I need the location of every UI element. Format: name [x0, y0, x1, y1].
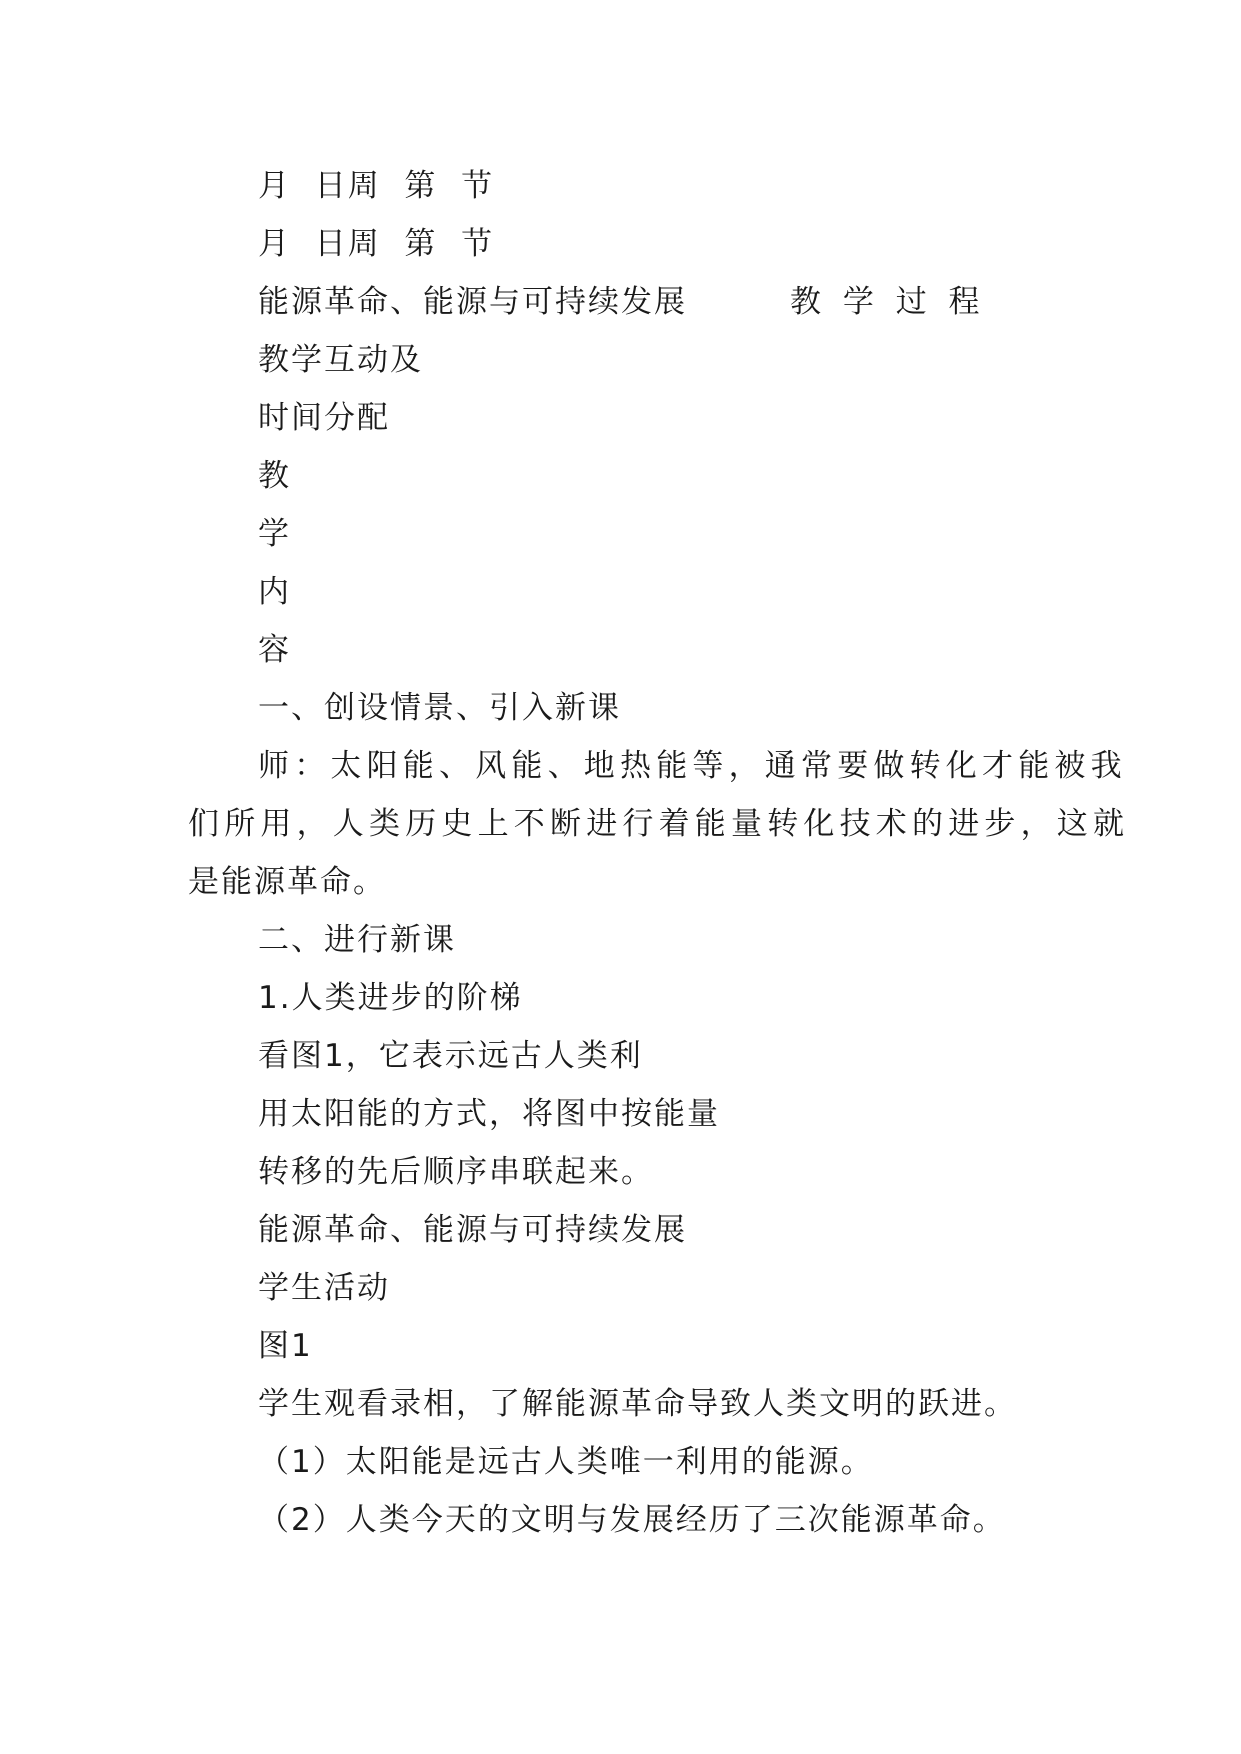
section-heading-2: 二、进行新课 — [258, 922, 456, 958]
student-activity-label: 学生活动 — [258, 1270, 390, 1306]
body-line: 转移的先后顺序串联起来。 — [258, 1154, 654, 1190]
subsection-heading: 1.人类进步的阶梯 — [258, 980, 523, 1016]
numbered-item-2: （2）人类今天的文明与发展经历了三次能源革命。 — [258, 1502, 1006, 1538]
body-line: 用太阳能的方式，将图中按能量 — [258, 1096, 720, 1132]
lesson-title-repeat: 能源革命、能源与可持续发展 — [258, 1212, 687, 1248]
time-allocation-label: 时间分配 — [258, 400, 390, 436]
paragraph-line: 是能源革命。 — [188, 864, 386, 900]
content-label-char-2: 学 — [258, 516, 291, 552]
paragraph-line: 们所用，人类历史上不断进行着能量转化技术的进步，这就 — [188, 806, 1130, 842]
lesson-title: 能源革命、能源与可持续发展 — [258, 284, 687, 320]
figure-label: 图1 — [258, 1328, 313, 1364]
numbered-item-1: （1）太阳能是远古人类唯一利用的能源。 — [258, 1444, 874, 1480]
body-line: 看图1，它表示远古人类利 — [258, 1038, 643, 1074]
section-heading-1: 一、创设情景、引入新课 — [258, 690, 621, 726]
body-line: 学生观看录相，了解能源革命导致人类文明的跃进。 — [258, 1386, 1017, 1422]
content-label-char-4: 容 — [258, 632, 291, 668]
teaching-process-heading: 教 学 过 程 — [790, 284, 986, 320]
content-label-char-3: 内 — [258, 574, 291, 610]
schedule-line-2: 月 日周 第 节 — [258, 226, 495, 262]
interaction-label: 教学互动及 — [258, 342, 423, 378]
paragraph-line: 师：太阳能、风能、地热能等，通常要做转化才能被我 — [258, 748, 1127, 784]
schedule-line-1: 月 日周 第 节 — [258, 168, 495, 204]
content-label-char-1: 教 — [258, 458, 291, 494]
